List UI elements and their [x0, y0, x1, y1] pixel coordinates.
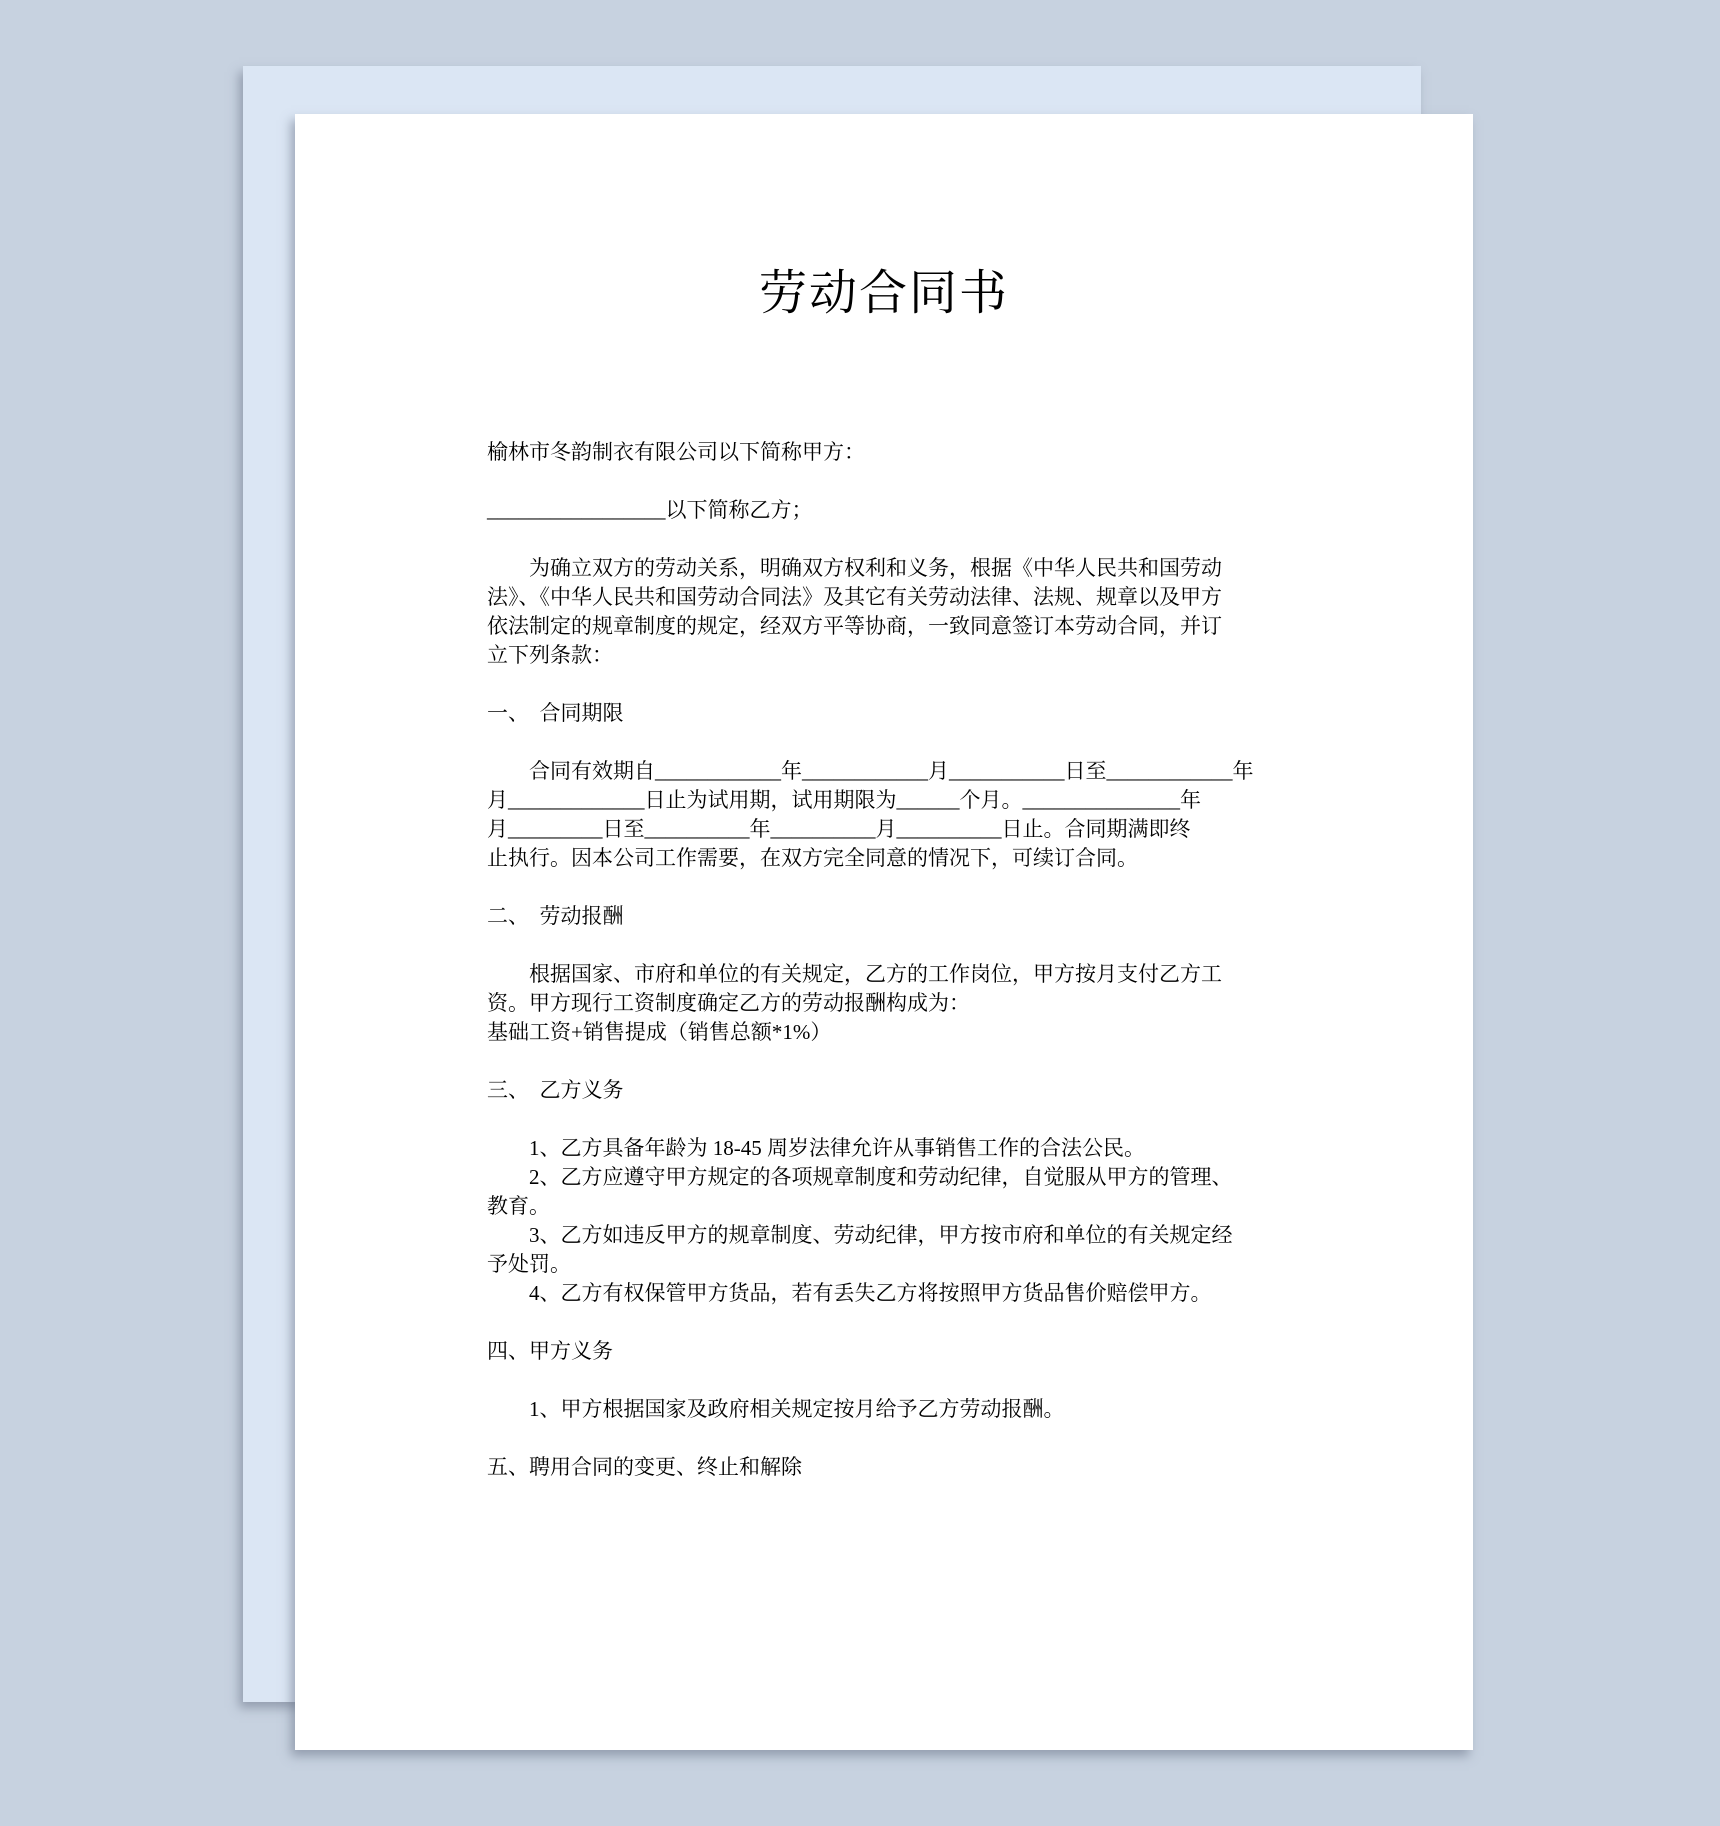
- document-line: 五、聘用合同的变更、终止和解除: [487, 1455, 802, 1479]
- blank-line: [487, 931, 1281, 960]
- document-line: 3、乙方如违反甲方的规章制度、劳动纪律，甲方按市府和单位的有关规定经: [529, 1223, 1233, 1247]
- document-line: 4、乙方有权保管甲方货品，若有丢失乙方将按照甲方货品售价赔偿甲方。: [529, 1281, 1212, 1305]
- document-line: 合同有效期自____________年____________月___________日至____________年: [529, 759, 1254, 783]
- blank-line: [487, 1047, 1281, 1076]
- document-line: 为确立双方的劳动关系，明确双方权利和义务，根据《中华人民共和国劳动: [529, 556, 1222, 580]
- document-line: 2、乙方应遵守甲方规定的各项规章制度和劳动纪律，自觉服从甲方的管理、: [529, 1165, 1233, 1189]
- blank-line: [487, 1308, 1281, 1337]
- document-line: 资。甲方现行工资制度确定乙方的劳动报酬构成为：: [487, 991, 970, 1015]
- blank-line: [487, 1366, 1281, 1395]
- document-line: 立下列条款：: [487, 643, 613, 667]
- document-line: 1、乙方具备年龄为 18-45 周岁法律允许从事销售工作的合法公民。: [529, 1136, 1145, 1160]
- blank-line: [487, 525, 1281, 554]
- blank-line: [487, 670, 1281, 699]
- document-line: 教育。: [487, 1194, 550, 1218]
- document-line: 一、 合同期限: [487, 701, 624, 725]
- blank-line: [487, 467, 1281, 496]
- document-line: 基础工资+销售提成（销售总额*1%）: [487, 1020, 832, 1044]
- document-line: 月_____________日止为试用期，试用期限为______个月。_______________年: [487, 788, 1201, 812]
- document-line: 三、 乙方义务: [487, 1078, 624, 1102]
- document-line: 依法制定的规章制度的规定，经双方平等协商，一致同意签订本劳动合同，并订: [487, 614, 1222, 638]
- blank-line: [487, 1424, 1281, 1453]
- document-title: 劳动合同书: [758, 267, 1009, 320]
- blank-line: [487, 873, 1281, 902]
- blank-line: [487, 728, 1281, 757]
- document-body: [487, 438, 1281, 1482]
- blank-line: [487, 1105, 1281, 1134]
- document-line: 予处罚。: [487, 1252, 571, 1276]
- document-line: _________________以下简称乙方；: [487, 498, 813, 522]
- document-line: 1、甲方根据国家及政府相关规定按月给予乙方劳动报酬。: [529, 1397, 1065, 1421]
- document-line: 根据国家、市府和单位的有关规定，乙方的工作岗位，甲方按月支付乙方工: [529, 962, 1222, 986]
- document-line: 止执行。因本公司工作需要，在双方完全同意的情况下，可续订合同。: [487, 846, 1138, 870]
- contract-page: [295, 114, 1473, 1750]
- document-line: 月_________日至__________年__________月__________日止。合同期满即终: [487, 817, 1191, 841]
- document-line: 榆林市冬韵制衣有限公司以下简称甲方：: [487, 440, 865, 464]
- document-line: 四、甲方义务: [487, 1339, 613, 1363]
- document-line: 法》、《中华人民共和国劳动合同法》及其它有关劳动法律、法规、规章以及甲方: [487, 585, 1222, 609]
- document-line: 二、 劳动报酬: [487, 904, 624, 928]
